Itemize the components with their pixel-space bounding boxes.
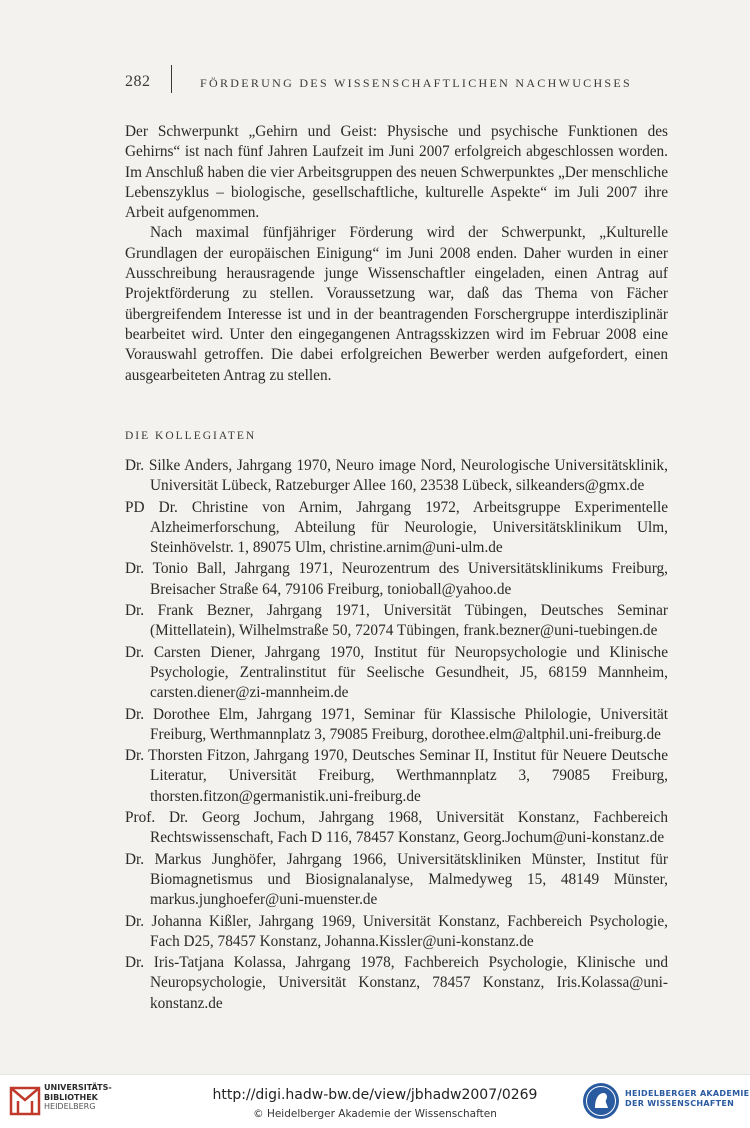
list-item: Dr. Markus Junghöfer, Jahrgang 1966, Universitätskliniken Münster, Institut für Biomagnetismus und Biosignalanalyse, Malmedyweg 15, 48149 Münster, markus.junghoefer@uni-muenster.de: [125, 850, 668, 909]
body-text: [125, 122, 668, 386]
header-divider: [171, 65, 172, 93]
academy-name: [625, 1089, 749, 1109]
list-item: Dr. Frank Bezner, Jahrgang 1971, Universität Tübingen, Deutsches Seminar (Mittellatein), Wilhelmstraße 50, 72074 Tübingen, frank.bezner@uni-tuebingen.de: [125, 602, 668, 640]
library-line: BIBLIOTHEK: [44, 1092, 98, 1102]
library-line: HEIDELBERG: [44, 1102, 96, 1111]
paragraph: Der Schwerpunkt „Gehirn und Geist: Physische und psychische Funktionen des Gehirns“ ist nach fünf Jahren Laufzeit im Juni 2007 erfolgreich abgeschlossen worden. Im Anschluß haben die vier Arbeitsgruppen des neuen Schwerpunktes „Der menschliche Lebenszyklus – biologische, gesellschaftliche, kulturelle Aspekte“ im Juli 2007 ihre Arbeit aufgenommen.: [125, 123, 668, 222]
footer-bar: [0, 1074, 750, 1128]
academy-line: DER WISSENSCHAFTEN: [625, 1099, 735, 1108]
permalink-url[interactable]: http://digi.hadw-bw.de/view/jbhadw2007/0269: [212, 1087, 538, 1103]
copyright-notice: © Heidelberger Akademie der Wissenschaften: [253, 1108, 497, 1120]
list-item: Dr. Iris-Tatjana Kolassa, Jahrgang 1978, Fachbereich Psychologie, Klinische und Neuropsychologie, Universität Konstanz, 78457 Konstanz, Iris.Kolassa@uni-konstanz.de: [125, 954, 668, 1012]
running-head: [125, 73, 670, 95]
running-title: FÖRDERUNG DES WISSENSCHAFTLICHEN NACHWUCHSES: [200, 76, 633, 90]
academy-line: HEIDELBERGER AKADEMIE: [625, 1089, 750, 1098]
list-item: Prof. Dr. Georg Jochum, Jahrgang 1968, Universität Konstanz, Fachbereich Rechtswissenschaft, Fach D 116, 78457 Konstanz, Georg.Jochum@uni-konstanz.de: [125, 809, 668, 847]
library-line: UNIVERSITÄTS-: [44, 1083, 112, 1092]
list-item: Dr. Dorothee Elm, Jahrgang 1971, Seminar für Klassische Philologie, Universität Freiburg, Werthmannplatz 3, 79085 Freiburg, dorothee.elm@altphil.uni-freiburg.de: [125, 705, 668, 743]
kollegiaten-list: [125, 456, 668, 1015]
page-number: 282: [125, 73, 151, 90]
academy-seal-icon[interactable]: [581, 1081, 621, 1121]
list-item: PD Dr. Christine von Arnim, Jahrgang 1972, Arbeitsgruppe Experimentelle Alzheimerforschung, Abteilung für Neurologie, Universitätsklinikum Ulm, Steinhövelstr. 1, 89075 Ulm, christine.arnim@uni-ulm.de: [125, 498, 668, 557]
section-heading: DIE KOLLEGIATEN: [125, 430, 257, 442]
paragraph: Nach maximal fünfjähriger Förderung wird der Schwerpunkt, „Kulturelle Grundlagen der europäischen Einigung“ im Juni 2008 enden. Daher wurden in einer Ausschreibung herausragende junge Wissenschaftler eingeladen, einen Antrag auf Projektförderung zu stellen. Voraussetzung war, daß das Thema von Fächer übergreifendem Interesse ist und in der beantragenden Forschergruppe interdisziplinär bearbeitet wird. Unter den eingegangenen Antragsskizzen wird im Februar 2008 eine Vorauswahl getroffen. Die dabei erfolgreichen Bewerber werden aufgefordert, einen ausgearbeiteten Antrag zu stellen.: [125, 224, 668, 384]
list-item: Dr. Carsten Diener, Jahrgang 1970, Institut für Neuropsychologie und Klinische Psychologie, Zentralinstitut für Seelische Gesundheit, J5, 68159 Mannheim, carsten.diener@zi-mannheim.de: [125, 643, 668, 702]
list-item: Dr. Thorsten Fitzon, Jahrgang 1970, Deutsches Seminar II, Institut für Neuere Deutsche Literatur, Universität Freiburg, Werthmannplatz 3, 79085 Freiburg, thorsten.fitzon@germanistik.uni-freiburg.de: [125, 747, 668, 805]
list-item: Dr. Tonio Ball, Jahrgang 1971, Neurozentrum des Universitätsklinikums Freiburg, Breisacher Straße 64, 79106 Freiburg, tonioball@yahoo.de: [125, 560, 668, 598]
list-item: Dr. Johanna Kißler, Jahrgang 1969, Universität Konstanz, Fachbereich Psychologie, Fach D25, 78457 Konstanz, Johanna.Kissler@uni-konstanz.de: [125, 912, 668, 950]
list-item: Dr. Silke Anders, Jahrgang 1970, Neuro image Nord, Neurologische Universitätsklinik, Universität Lübeck, Ratzeburger Allee 160, 23538 Lübeck, silkeanders@gmx.de: [125, 457, 668, 495]
